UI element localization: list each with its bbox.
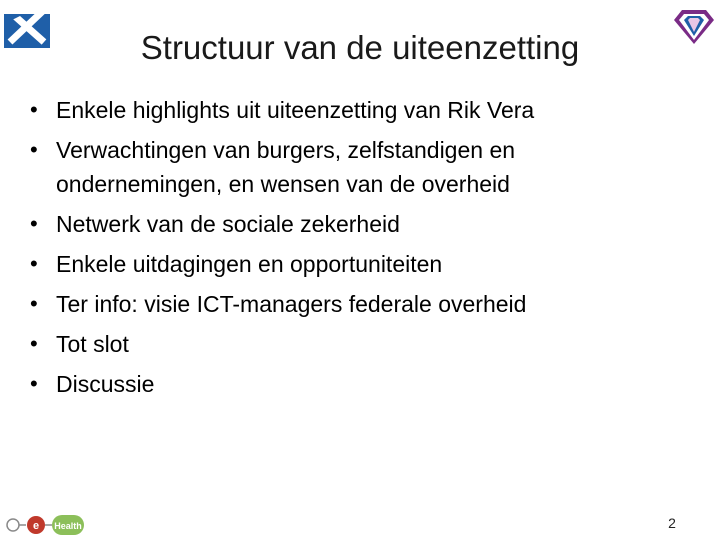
bullet-list — [26, 93, 686, 407]
bullet-item: • Ter info: visie ICT-managers federale overheid — [26, 287, 686, 321]
bullet-item: • Enkele uitdagingen en opportuniteiten — [26, 247, 686, 281]
ehealth-logo-word: Health — [54, 521, 82, 531]
bullet-item: • Discussie — [26, 367, 686, 401]
bullet-item: • Netwerk van de sociale zekerheid — [26, 207, 686, 241]
bullet-item: • Verwachtingen van burgers, zelfstandigen en ondernemingen, en wensen van de overheid — [26, 133, 686, 201]
bullet-item: • Enkele highlights uit uiteenzetting van Rik Vera — [26, 93, 686, 127]
slide-title: Structuur van de uiteenzetting — [140, 29, 580, 66]
ehealth-logo-icon — [4, 512, 86, 538]
ehealth-logo-letter: e — [32, 520, 40, 532]
bullet-item: • Tot slot — [26, 327, 686, 361]
page-number: 2 — [668, 515, 676, 531]
